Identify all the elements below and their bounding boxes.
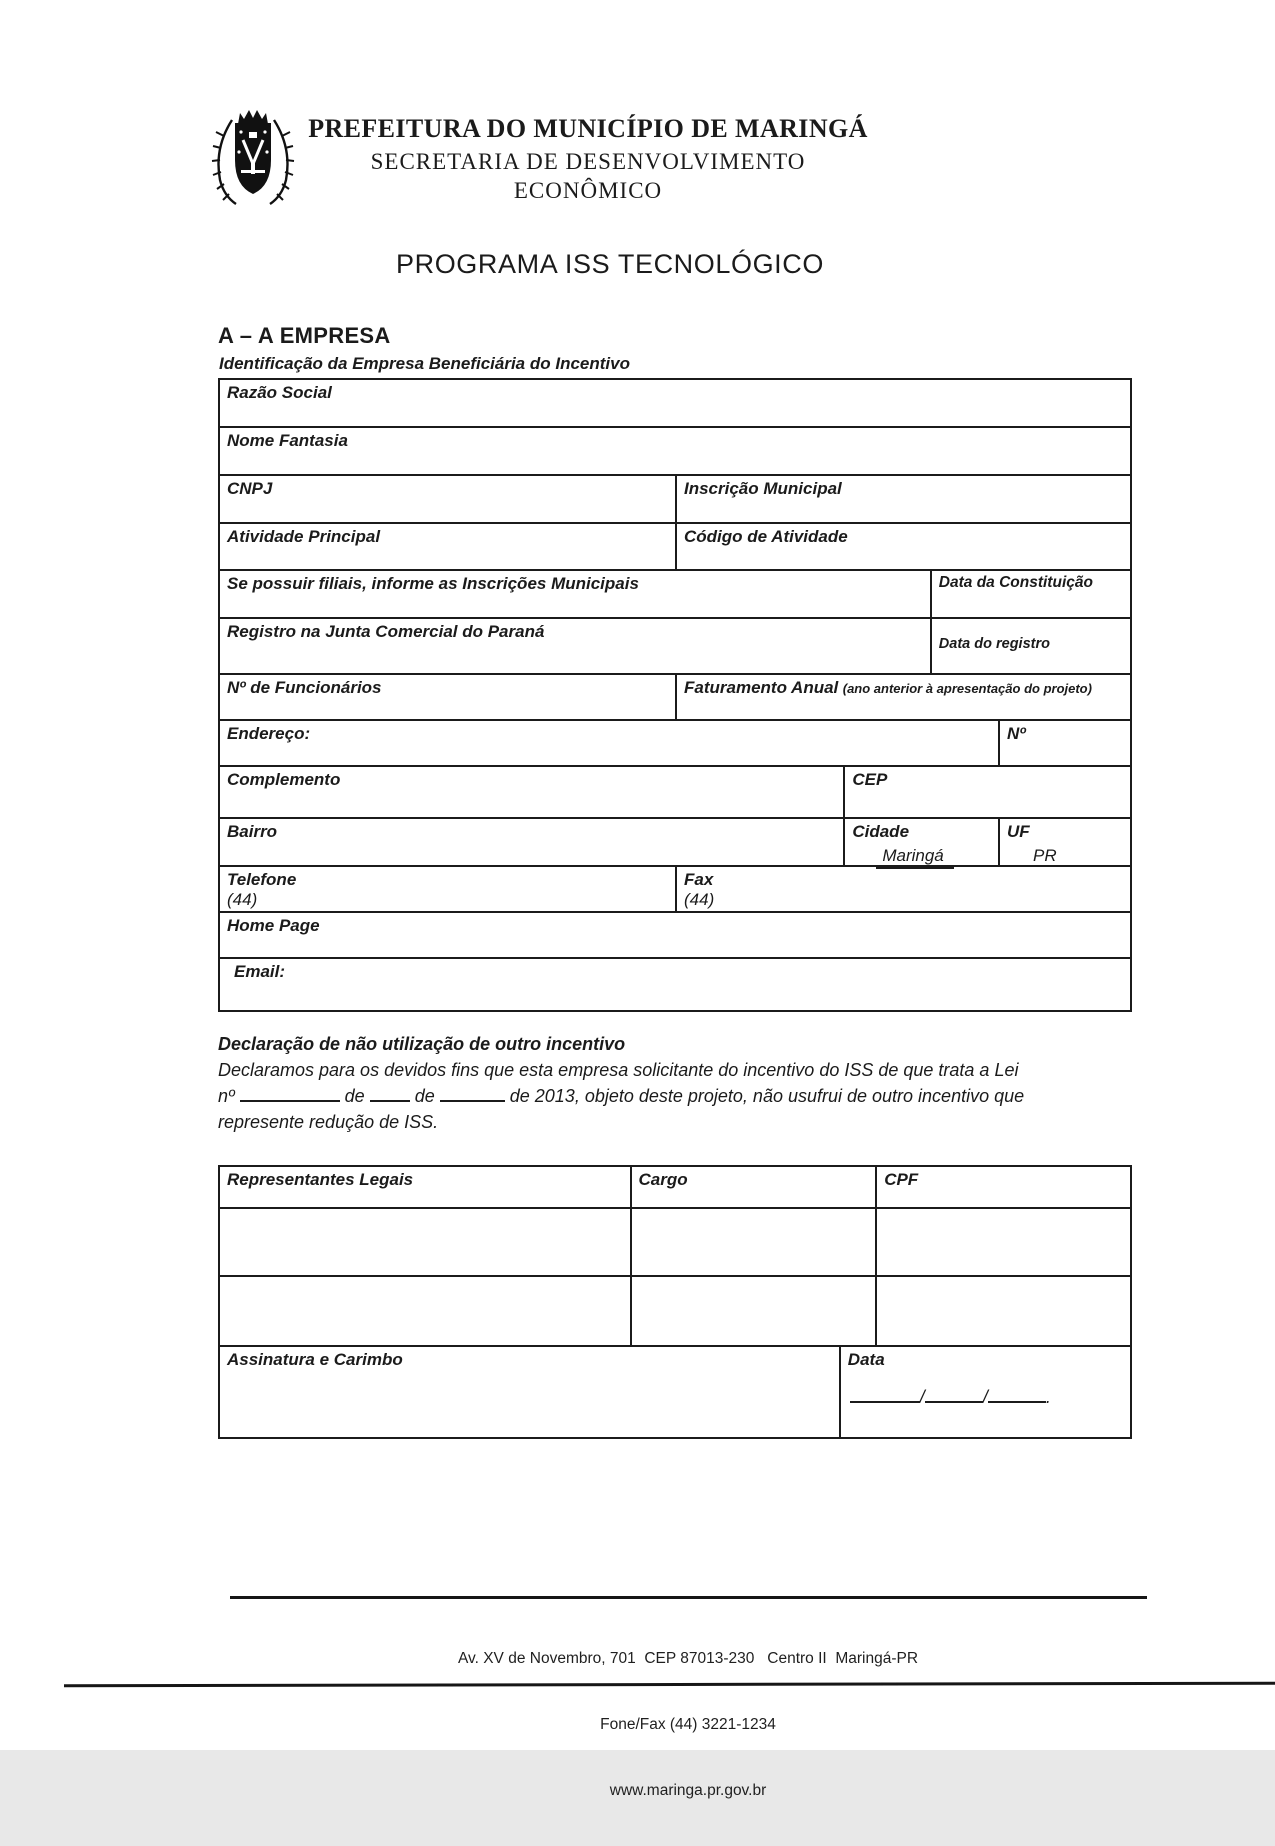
rep-header-cpf [875,1167,1130,1207]
field-data-constituicao[interactable] [930,571,1130,617]
footer-website: www.maringa.pr.gov.br [609,1782,767,1799]
form-row [220,817,1130,865]
home-page-label: Home Page [227,916,320,935]
org-dept-line2: ECONÔMICO [513,178,663,203]
form-row [220,865,1130,911]
bairro-label: Bairro [227,822,278,841]
field-cep[interactable] [843,767,1130,817]
signature-row [220,1345,1130,1437]
form-row [220,522,1130,569]
org-dept-line1: SECRETARIA DE DESENVOLVIMENTO [370,149,806,174]
law-month-blank[interactable] [440,1085,505,1102]
letterhead [298,114,878,204]
endereco-label: Endereço: [227,724,311,743]
atividade-principal-label: Atividade Principal [227,527,381,546]
form-row [220,911,1130,957]
field-registro-junta[interactable] [220,619,930,673]
field-numero[interactable] [998,721,1130,765]
numero-label: Nº [1007,724,1026,743]
date-day-blank[interactable] [850,1386,920,1403]
footer-block [238,1604,1138,1846]
date-year-blank[interactable] [988,1386,1046,1403]
field-endereco[interactable] [220,721,998,765]
law-day-blank[interactable] [370,1085,410,1102]
rep-header-row [220,1167,1130,1207]
rep-cpf-label: CPF [884,1170,919,1189]
declaration-line2-rest: de 2013, objeto deste projeto, não usufrui de outro incentivo que [509,1086,1025,1106]
faturamento-anual-label: Faturamento Anual [684,678,839,697]
form-row [220,765,1130,817]
form-row [220,380,1130,426]
fax-ddd-value: (44) [684,890,715,909]
data-label: Data [847,1350,885,1369]
rep-1-nome-field[interactable] [220,1209,630,1275]
page-title: PROGRAMA ISS TECNOLÓGICO [396,249,824,279]
field-nome-fantasia[interactable] [220,428,1130,474]
section-a-heading: A – A EMPRESA [218,323,391,348]
declaration-line2 [218,1083,1136,1109]
rep-cargo-label: Cargo [638,1170,688,1189]
rep-header-cargo [630,1167,876,1207]
declaration-line3: represente redução de ISS. [218,1112,439,1132]
form-row [220,673,1130,719]
form-row [220,957,1130,1010]
cnpj-label: CNPJ [227,479,273,498]
faturamento-anual-note: (ano anterior à apresentação do projeto) [842,681,1092,696]
date-slash: / [982,1387,988,1407]
field-complemento[interactable] [220,767,843,817]
law-number-blank[interactable] [240,1085,340,1102]
declaration-de2: de [414,1086,435,1106]
field-faturamento-anual[interactable] [675,675,1130,719]
field-filiais-inscricoes[interactable] [220,571,930,617]
field-num-funcionarios[interactable] [220,675,675,719]
declaration-n-label: nº [218,1086,235,1106]
form-row [220,569,1130,617]
field-telefone[interactable] [220,867,675,911]
org-name: PREFEITURA DO MUNICÍPIO DE MARINGÁ [308,114,868,143]
footer-phone: Fone/Fax (44) 3221-1234 [600,1716,776,1733]
cidade-label: Cidade [852,822,910,841]
rep-row [220,1207,1130,1275]
rep-header-nome [220,1167,630,1207]
assinatura-label: Assinatura e Carimbo [227,1350,403,1369]
field-cnpj[interactable] [220,476,675,522]
field-cidade[interactable] [843,819,998,865]
num-funcionarios-label: Nº de Funcionários [227,678,382,697]
field-data[interactable] [839,1347,1130,1437]
telefone-ddd-value: (44) [227,890,258,909]
inscricao-municipal-label: Inscrição Municipal [684,479,842,498]
rep-row [220,1275,1130,1345]
registro-junta-label: Registro na Junta Comercial do Paraná [227,622,545,641]
nome-fantasia-label: Nome Fantasia [227,431,348,450]
rep-nome-label: Representantes Legais [227,1170,414,1189]
uf-value: PR [1033,846,1057,865]
form-row [220,617,1130,673]
date-blanks [850,1386,1123,1408]
field-atividade-principal[interactable] [220,524,675,569]
data-constituicao-label: Data da Constituição [938,574,1093,591]
cep-label: CEP [852,770,888,789]
date-period: . [1045,1387,1051,1407]
company-form-table [218,378,1132,1012]
razao-social-label: Razão Social [227,383,332,402]
field-email[interactable] [220,959,1130,1010]
field-data-registro[interactable] [930,619,1130,673]
field-uf[interactable] [998,819,1130,865]
field-fax[interactable] [675,867,1130,911]
rep-1-cargo-field[interactable] [630,1209,876,1275]
declaration-de1: de [344,1086,365,1106]
section-a-subheading: Identificação da Empresa Beneficiária do Incentivo [219,354,630,373]
rep-1-cpf-field[interactable] [875,1209,1130,1275]
uf-label: UF [1007,822,1030,841]
form-row [220,719,1130,765]
cidade-value: Maringá [876,846,953,869]
maringa-coat-of-arms-logo [210,106,296,208]
representatives-table [218,1165,1132,1439]
rep-2-cpf-field[interactable] [875,1277,1130,1345]
form-row [220,474,1130,522]
declaration-block [218,1031,1136,1135]
telefone-label: Telefone [227,870,297,889]
field-razao-social[interactable] [220,380,1130,426]
declaration-line1: Declaramos para os devidos fins que esta empresa solicitante do incentivo do ISS de que trata a Lei [218,1060,1019,1080]
data-registro-label: Data do registro [938,636,1050,652]
rep-2-nome-field[interactable] [220,1277,630,1345]
field-bairro[interactable] [220,819,843,865]
date-month-blank[interactable] [925,1386,983,1403]
field-codigo-atividade[interactable] [675,524,1130,569]
footer-address: Av. XV de Novembro, 701 CEP 87013-230 Centro II Maringá-PR [457,1650,919,1667]
fax-label: Fax [684,870,714,889]
codigo-atividade-label: Código de Atividade [684,527,848,546]
filiais-label: Se possuir filiais, informe as Inscrições Municipais [227,574,639,593]
declaration-heading: Declaração de não utilização de outro incentivo [218,1034,626,1054]
footer-rule [230,1596,1147,1599]
date-slash: / [919,1387,925,1407]
rep-2-cargo-field[interactable] [630,1277,876,1345]
field-inscricao-municipal[interactable] [675,476,1130,522]
form-row [220,426,1130,474]
field-home-page[interactable] [220,913,1130,957]
complemento-label: Complemento [227,770,341,789]
field-assinatura-carimbo[interactable] [220,1347,839,1437]
email-label: Email: [234,962,286,981]
